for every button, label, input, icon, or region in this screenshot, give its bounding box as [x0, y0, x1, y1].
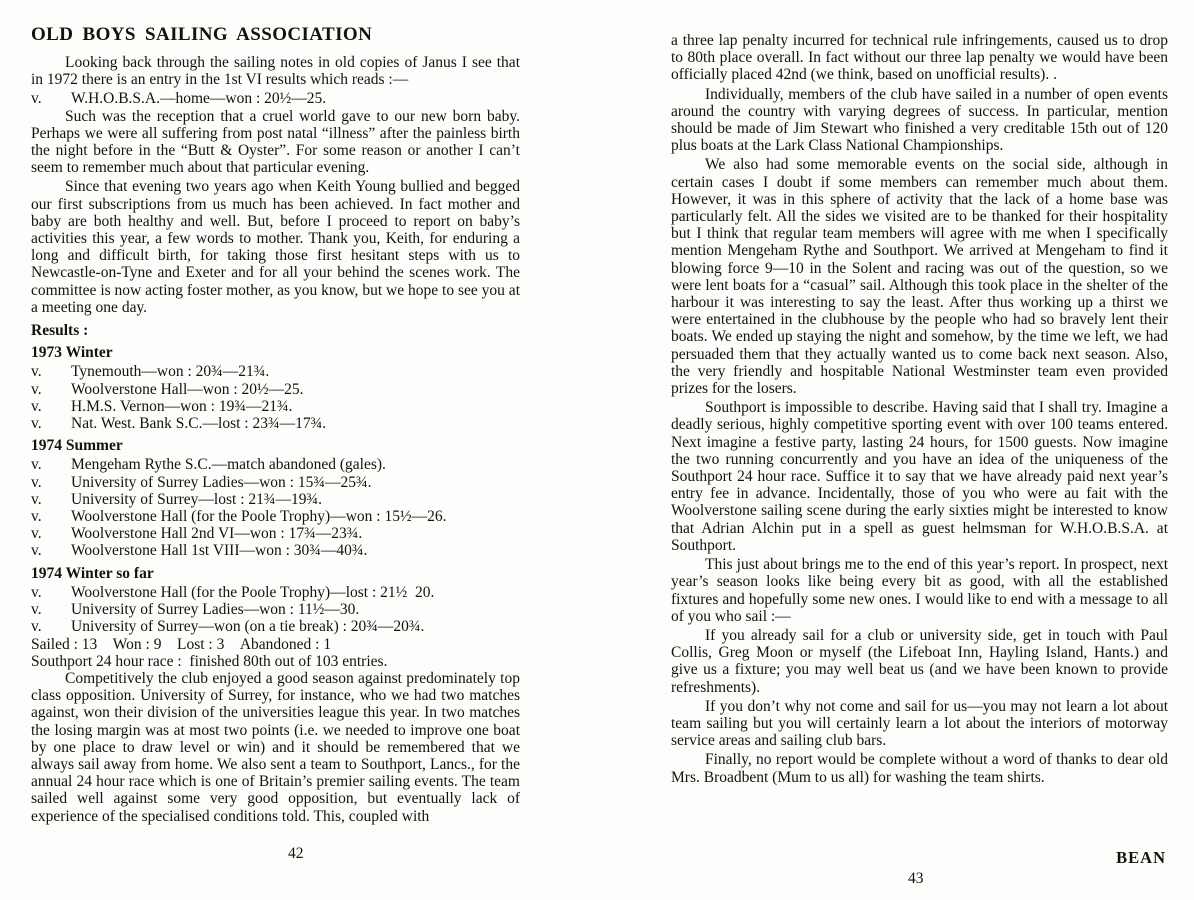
result-row — [31, 542, 520, 559]
paragraph-competitively: Competitively the club enjoyed a good season against predominately top class opposition. University of Surrey, for instance, who we had two matches against, won their division of the universities league this year. In two matches the losing margin was at most two points (i.e. we needed to improve one boat by one place to draw level or win) and it should be remembered that we always sail away from home. We also sent a team to Southport, Lancs., for the annual 24 hour race which is one of Britain’s premier sailing events. The team sailed well against some very good opposition, but eventually lack of experience of the specialised conditions told. This, coupled with — [31, 669, 520, 825]
result-row — [31, 491, 520, 508]
result-row — [31, 456, 520, 473]
page-number-left: 42 — [288, 845, 304, 862]
versus-label: v. — [31, 380, 42, 398]
season-heading-1973-winter: 1973 Winter — [31, 344, 113, 362]
paragraph-looking-back: Looking back through the sailing notes in old copies of Janus I see that in 1972 there is an entry in the 1st VI results which reads :— — [31, 54, 520, 89]
versus-label: v. — [31, 397, 42, 415]
result-text: Woolverstone Hall (for the Poole Trophy)—won : 15½—26. — [71, 508, 447, 526]
versus-label: v. — [31, 473, 42, 491]
versus-label: v. — [31, 363, 42, 381]
right-page — [671, 32, 1168, 788]
result-row — [31, 601, 520, 618]
result-text: Tynemouth—won : 20¾—21¾. — [71, 363, 270, 381]
result-text: W.H.O.B.S.A.—home—won : 20½—25. — [71, 90, 327, 108]
versus-label: v. — [31, 618, 42, 636]
result-text: University of Surrey—lost : 21¾—19¾. — [71, 490, 322, 508]
paragraph-thanks-mrs-broadbent: Finally, no report would be complete without a word of thanks to dear old Mrs. Broadbent (Mum to us all) for washing the team shirts. — [671, 751, 1168, 786]
result-text: Nat. West. Bank S.C.—lost : 23¾—17¾. — [71, 415, 327, 433]
result-text: Mengeham Rythe S.C.—match abandoned (gales). — [71, 456, 386, 474]
southport-result-line: Southport 24 hour race : finished 80th out of 103 entries. — [31, 652, 388, 670]
paragraph-get-in-touch: If you already sail for a club or university side, get in touch with Paul Collis, Greg Moon or myself (the Lifeboat Inn, Hayling Island, Hants.) and give us a fixture; you may well beat us (and we have been known to provide refreshments). — [671, 626, 1168, 696]
season-summary-line: Sailed : 13 Won : 9 Lost : 3 Abandoned : 1 — [31, 635, 332, 653]
result-text: University of Surrey Ladies—won : 15¾—25¾. — [71, 473, 372, 491]
result-row — [31, 398, 520, 415]
paragraph-southport-describe: Southport is impossible to describe. Having said that I shall try. Imagine a deadly serious, highly competitive sporting event with over 100 teams entered. Next imagine a festive party, lasting 24 hours, for 1500 guests. Now imagine the two running concurrently and you have an idea of the uniqueness of the Southport 24 hour race. Suffice it to say that we have already paid next year’s entry fee in advance. Incidentally, those of you who were au fait with the Woolverstone sailing scene during the early sixties might be interested to know that Adrian Alchin put in a spell as guest helmsman for W.H.O.B.S.A. at Southport. — [671, 399, 1168, 554]
versus-label: v. — [31, 456, 42, 474]
paragraph-keith-young: Since that evening two years ago when Keith Young bullied and begged our first subscriptions from us much has been achieved. In fact mother and baby are both healthy and well. But, before I proceed to report on baby’s activities this year, a few words to mother. Thank you, Keith, for enduring a long and difficult birth, for taking those first hesitant steps with us to Newcastle-on-Tyne and Exeter and for all your behind the scenes work. The committee is now acting foster mother, as you know, but we hope to see you at a meeting one day. — [31, 178, 520, 316]
left-page — [31, 24, 520, 827]
result-text: Woolverstone Hall—won : 20½—25. — [71, 380, 304, 398]
paragraph-end-of-report: This just about brings me to the end of this year’s report. In prospect, next year’s season looks like being every bit as good, with all the established fixtures and hopefully some new ones. I would like to end with a message to all of you who sail :— — [671, 556, 1168, 625]
result-row-whobsa-1972 — [31, 90, 520, 107]
paragraph-three-lap-penalty: a three lap penalty incurred for technical rule infringements, caused us to drop to 80th place overall. In fact without our three lap penalty we would have been officially placed 42nd (we think, based on unofficial results). . — [671, 32, 1168, 84]
result-text: Woolverstone Hall (for the Poole Trophy)—lost : 21½ 20. — [71, 583, 435, 601]
result-text: University of Surrey—won (on a tie break) : 20¾—20¾. — [71, 618, 425, 636]
versus-label: v. — [31, 601, 42, 619]
paragraph-reception: Such was the reception that a cruel world gave to our new born baby. Perhaps we were all suffering from post natal “illness” after the painless birth the night before in the “Butt & Oyster”. For some reason or another I can’t seem to remember much about that particular evening. — [31, 107, 520, 177]
versus-label: v. — [31, 583, 42, 601]
result-text: Woolverstone Hall 2nd VI—won : 17¾—23¾. — [71, 525, 363, 543]
versus-label: v. — [31, 508, 42, 526]
author-signature: BEAN — [1116, 848, 1166, 867]
versus-label: v. — [31, 90, 42, 108]
result-row — [31, 525, 520, 542]
page-number-right: 43 — [908, 870, 924, 887]
versus-label: v. — [31, 415, 42, 433]
paragraph-individually: Individually, members of the club have sailed in a number of open events around the country with varying degrees of success. In particular, mention should be made of Jim Stewart who finished a very creditable 15th out of 120 plus boats at the Lark Class National Championships. — [671, 85, 1168, 155]
result-row — [31, 474, 520, 491]
result-row — [31, 584, 520, 601]
result-row — [31, 618, 520, 635]
result-row — [31, 381, 520, 398]
season-heading-1974-winter: 1974 Winter so far — [31, 564, 154, 582]
results-heading: Results : — [31, 322, 89, 340]
result-row — [31, 508, 520, 525]
result-row — [31, 363, 520, 380]
versus-label: v. — [31, 525, 42, 543]
page-title: OLD BOYS SAILING ASSOCIATION — [31, 24, 373, 45]
result-text: Woolverstone Hall 1st VIII—won : 30¾—40¾. — [71, 542, 368, 560]
paragraph-sail-for-us: If you don’t why not come and sail for us—you may not learn a lot about team sailing but you will certainly learn a lot about the interiors of motorway service areas and sailing club bars. — [671, 697, 1168, 750]
versus-label: v. — [31, 490, 42, 508]
result-text: University of Surrey Ladies—won : 11½—30. — [71, 601, 360, 619]
season-heading-1974-summer: 1974 Summer — [31, 437, 123, 455]
versus-label: v. — [31, 542, 42, 560]
paragraph-social-side: We also had some memorable events on the social side, although in certain cases I doubt if some members can remember much about them. However, it was in this sphere of activity that the lack of a home base was particularly felt. All the sides we visited are to be thanked for their hospitality but I think that regular team members will agree with me when I specifically mention Mengeham Rythe and Southport. We arrived at Mengeham to find it blowing force 9—10 in the Solent and racing was out of the question, so we were lent boats for a “casual” sail. Although this took place in the shelter of the harbour it was interesting to say the least. After thus working up a thirst we were entertained in the clubhouse by the people who had so bravely lent their boats. We ended up staying the night and somehow, by the time we left, we had persuaded them that they actually wanted us to come back next season. Also, the very friendly and hospitable National Westminster team even provided prizes for the losers. — [671, 156, 1168, 398]
result-text: H.M.S. Vernon—won : 19¾—21¾. — [71, 397, 293, 415]
result-row — [31, 415, 520, 432]
